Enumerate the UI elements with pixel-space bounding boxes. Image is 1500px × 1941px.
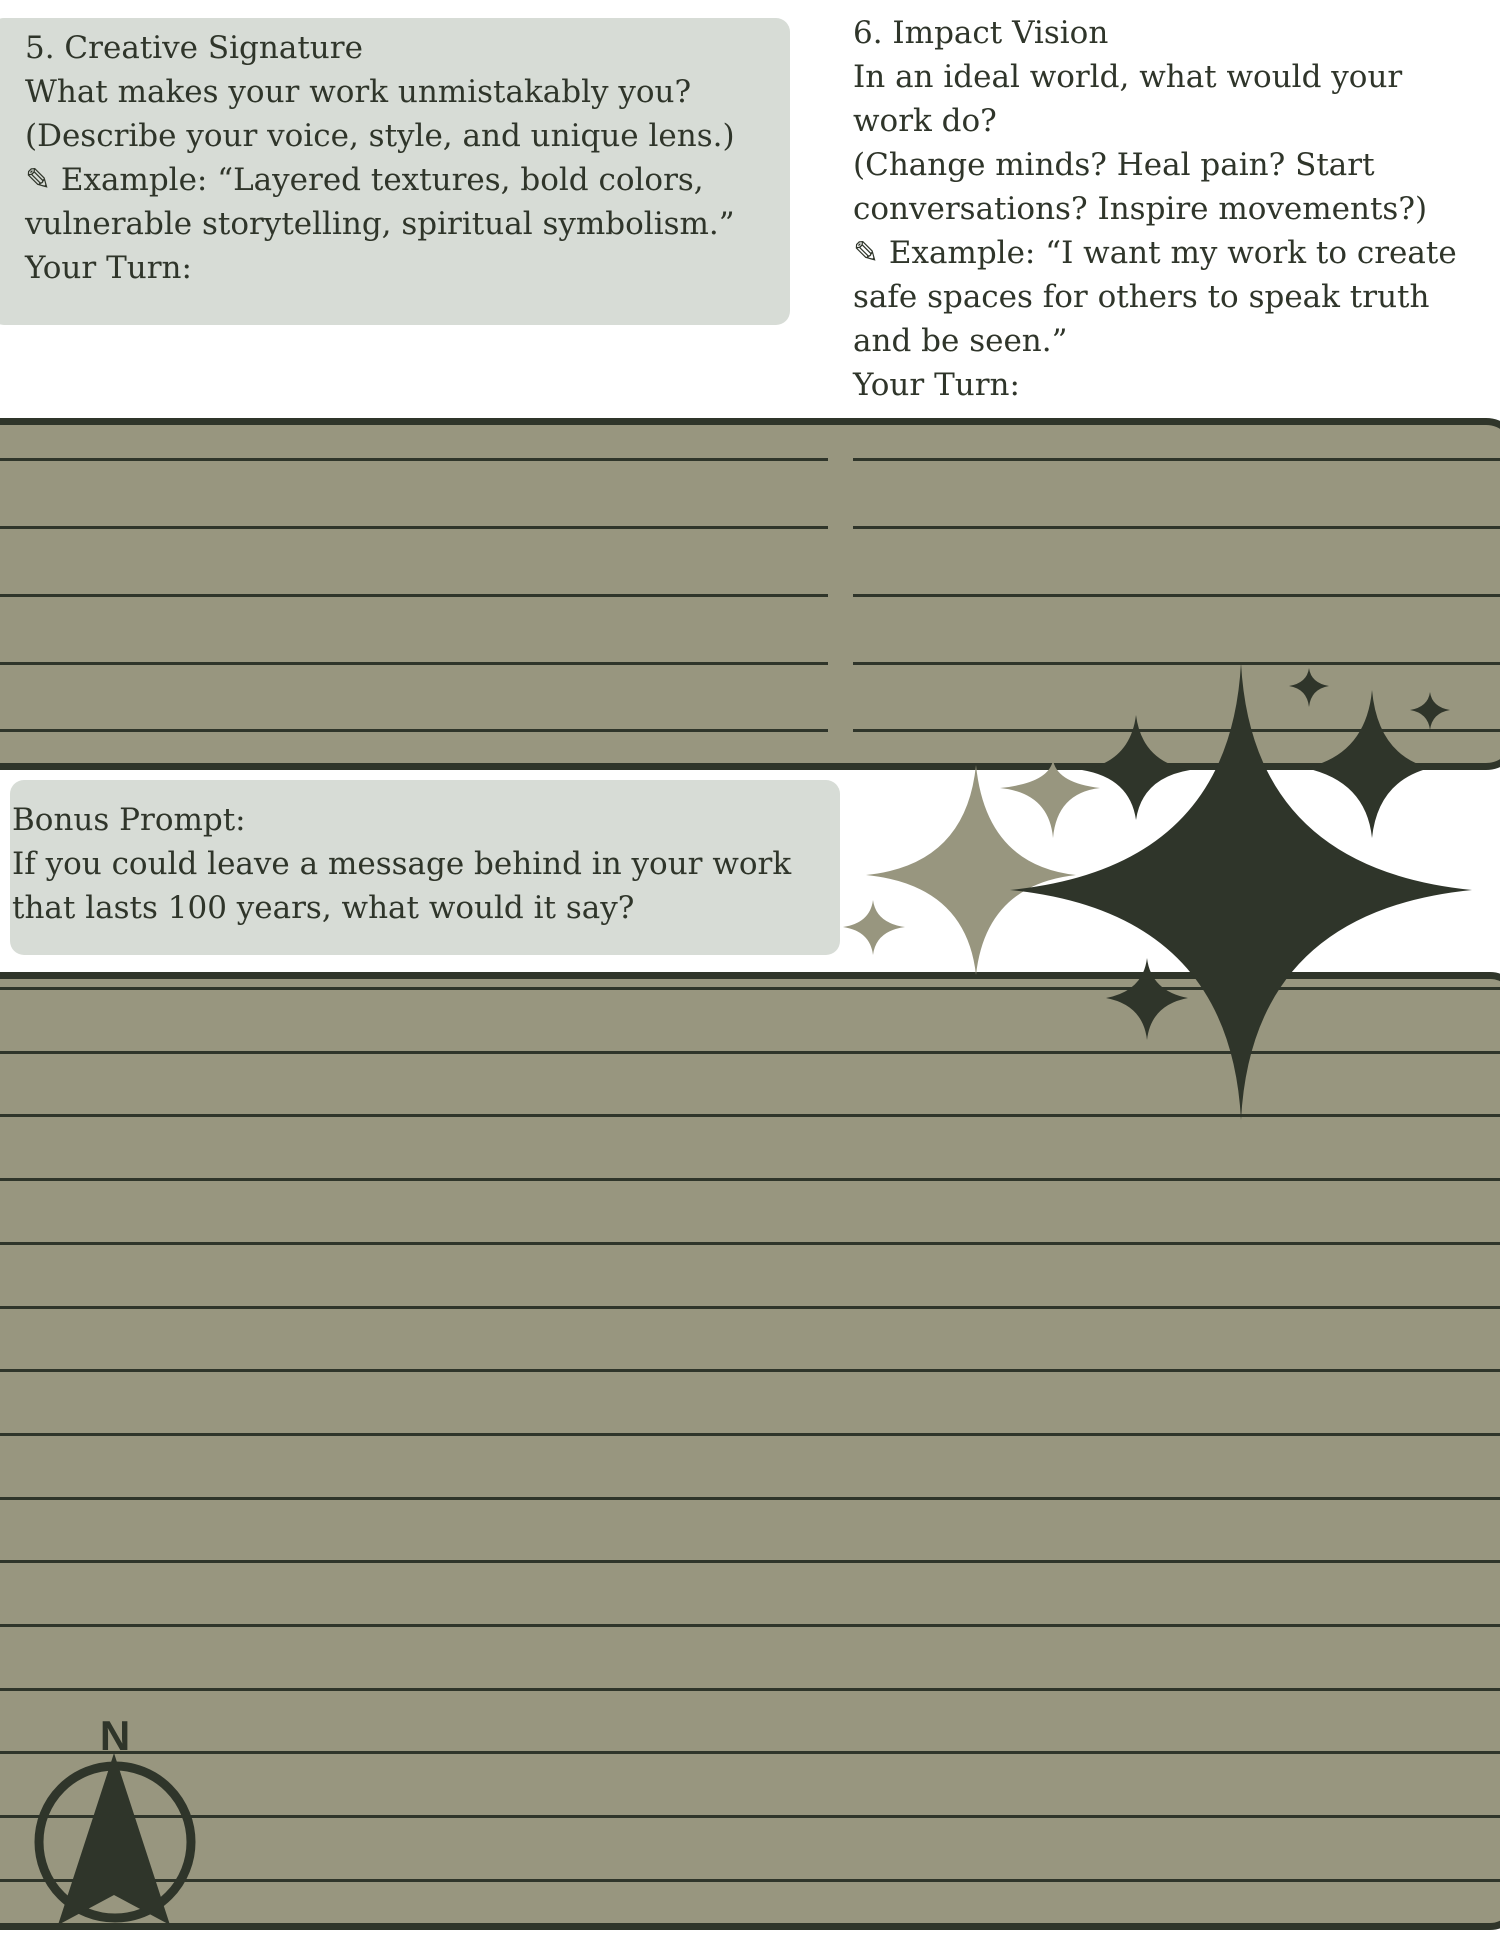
section-5-heading: 5. Creative Signature	[25, 30, 363, 66]
section-5-question: What makes your work unmistakably you?	[25, 74, 692, 110]
section-6-question: In an ideal world, what would your work do?	[853, 59, 1413, 139]
section-6-heading: 6. Impact Vision	[853, 15, 1109, 51]
section-6-your-turn: Your Turn:	[853, 367, 1020, 403]
section-5-your-turn: Your Turn:	[25, 250, 192, 286]
bonus-heading: Bonus Prompt:	[12, 802, 246, 838]
section-6-hint: (Change minds? Heal pain? Start conversations? Inspire movements?)	[853, 147, 1428, 227]
section-5-hint: (Describe your voice, style, and unique lens.)	[25, 118, 735, 154]
section-6-example: ✎ Example: “I want my work to create safe spaces for others to speak truth and be seen.”	[853, 235, 1467, 359]
bonus-question: If you could leave a message behind in your work that lasts 100 years, what would it say?	[12, 846, 801, 926]
section-5-example: ✎ Example: “Layered textures, bold colors, vulnerable storytelling, spiritual symbolism.”	[25, 162, 735, 242]
compass-north-label: N	[99, 1712, 131, 1759]
